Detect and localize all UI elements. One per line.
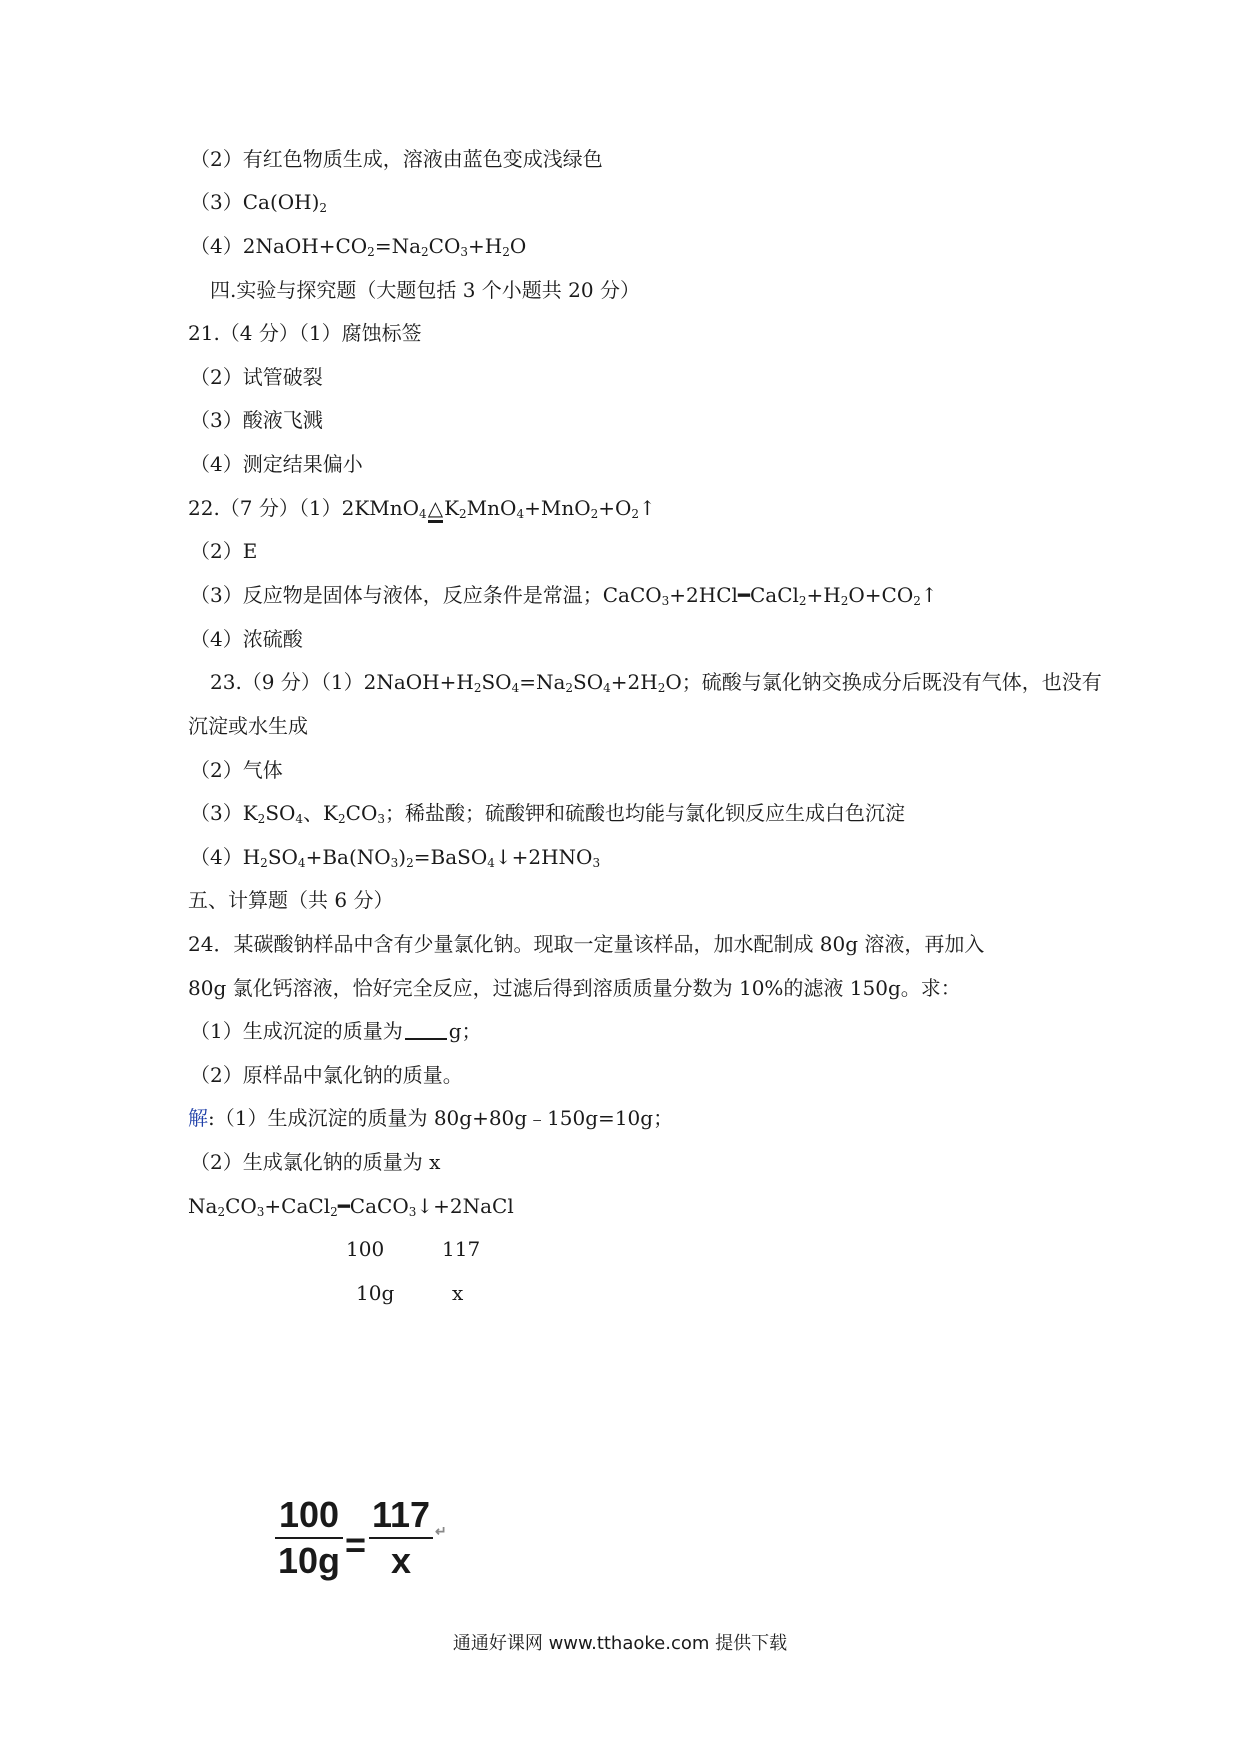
formula-part: +MnO	[524, 496, 591, 520]
question-22-answer-4	[190, 627, 303, 651]
subscript: 4	[295, 812, 304, 826]
subscript: 3	[592, 856, 601, 870]
line-text: 23.（9 分）（1）2NaOH+H	[210, 670, 474, 694]
formula-part: SO	[265, 801, 296, 825]
line-text: （2）气体	[190, 758, 283, 782]
subscript: 2	[657, 681, 666, 695]
subscript: 4	[511, 681, 520, 695]
subscript: 3	[661, 594, 670, 608]
subscript: 2	[840, 594, 849, 608]
subscript: 4	[487, 856, 495, 870]
return-mark-icon: ↵	[435, 1523, 447, 1539]
fraction-right	[369, 1495, 433, 1581]
question-21-answer-2	[190, 365, 323, 389]
question-22-answer-1	[188, 496, 656, 526]
formula-part: O；硫酸与氯化钠交换成分后既没有气体，也没有	[665, 670, 1102, 694]
subscript: 2	[913, 594, 921, 608]
molar-mass-1	[346, 1237, 384, 1261]
answer-20-3	[190, 190, 327, 220]
question-23-answer-2	[190, 758, 283, 782]
section-heading: 五、计算题（共 6 分）	[188, 888, 394, 912]
subscript: 2	[330, 1205, 338, 1219]
denominator: x	[390, 1540, 412, 1581]
line-text: （4）H	[190, 845, 261, 869]
heat-symbol: △	[427, 496, 444, 520]
fraction-bar	[369, 1537, 433, 1539]
known-mass	[356, 1281, 394, 1305]
gas-arrow-icon: ↑	[920, 583, 938, 607]
subscript: 2	[319, 201, 328, 215]
subscript: 2	[631, 507, 640, 521]
formula-part: K	[444, 496, 460, 520]
subscript: 2	[338, 812, 346, 826]
subscript: 3	[390, 856, 399, 870]
subscript: 2	[565, 681, 574, 695]
molar-mass-value: 117	[442, 1237, 481, 1261]
formula-part: ━CaCO	[337, 1194, 409, 1218]
solution-line-1	[188, 1106, 673, 1130]
subscript: 2	[217, 1205, 226, 1219]
line-text: （4）浓硫酸	[190, 627, 303, 651]
subscript: 4	[419, 507, 427, 521]
question-23-answer-1-cont	[188, 714, 308, 738]
subscript: 2	[367, 245, 375, 259]
line-text: （2）E	[190, 539, 258, 563]
formula-part: O+CO	[848, 583, 914, 607]
subscript: 2	[406, 856, 414, 870]
formula-part: +CaCl	[264, 1194, 331, 1218]
answer-20-2	[190, 147, 603, 171]
line-text: （4）2NaOH+CO	[190, 234, 368, 258]
equation-line	[188, 1194, 514, 1224]
subscript: 3	[408, 1205, 417, 1219]
question-21-answer-1	[188, 321, 422, 345]
page-footer	[0, 1629, 1240, 1655]
line-text: （3）K	[190, 801, 258, 825]
denominator: 10g	[277, 1540, 341, 1581]
question-21-answer-3	[190, 408, 323, 432]
molar-mass-2	[442, 1237, 480, 1261]
unknown-mass	[452, 1281, 463, 1305]
section-4-heading	[210, 278, 640, 302]
fraction-left	[275, 1495, 343, 1581]
line-text: （1）生成沉淀的质量为	[190, 1019, 403, 1043]
molar-mass-value: 100	[346, 1237, 385, 1261]
subscript: 3	[460, 245, 468, 259]
formula-part: SO	[573, 670, 604, 694]
subscript: 2	[473, 681, 482, 695]
question-22-answer-2	[190, 539, 257, 563]
line-text: （2）有红色物质生成，溶液由蓝色变成浅绿色	[190, 147, 603, 171]
line-text: 80g 氯化钙溶液，恰好完全反应，过滤后得到溶质质量分数为 10%的滤液 150g。求：	[188, 976, 961, 1000]
question-24-part-1	[190, 1019, 482, 1043]
formula-part: +H	[467, 234, 503, 258]
formula-part: +2HCl━CaCl	[669, 583, 799, 607]
line-text: （3）Ca(OH)	[190, 190, 320, 214]
line-text: （3）反应物是固体与液体，反应条件是常温；CaCO	[190, 583, 662, 607]
formula-part: CO	[345, 801, 378, 825]
subscript: 2	[260, 856, 268, 870]
line-text: 22.（7 分）（1）2KMnO	[188, 496, 420, 520]
formula-part: MnO	[466, 496, 517, 520]
formula-part: ↓+2NaCl	[416, 1194, 514, 1218]
heat-triangle-icon	[428, 496, 443, 520]
line-text: g；	[448, 1019, 482, 1043]
numerator: 100	[278, 1494, 340, 1535]
line-text: 沉淀或水生成	[188, 714, 308, 738]
formula-part: ↓+2HNO	[494, 845, 593, 869]
question-23-answer-1	[210, 670, 1102, 700]
question-21-answer-4	[190, 452, 363, 476]
answer-20-4	[190, 234, 526, 264]
line-text: 21.（4 分）（1）腐蚀标签	[188, 321, 422, 345]
line-text: （2）生成氯化钠的质量为 x	[190, 1150, 441, 1174]
formula-part: ；稀盐酸；硫酸钾和硫酸也均能与氯化钡反应生成白色沉淀	[385, 801, 905, 825]
subscript: 2	[421, 245, 429, 259]
subscript: 2	[502, 245, 510, 259]
question-24-text-2	[188, 976, 961, 1000]
section-heading: 四.实验与探究题（大题包括 3 个小题共 20 分）	[210, 278, 640, 302]
formula-part: O	[509, 234, 527, 258]
answer-blank	[405, 1022, 447, 1040]
subscript: 2	[459, 507, 467, 521]
equals-sign: =	[345, 1524, 367, 1565]
line-text: （4）测定结果偏小	[190, 452, 363, 476]
question-24-part-2	[190, 1063, 463, 1087]
subscript: 4	[603, 681, 611, 695]
question-22-answer-3	[190, 583, 938, 613]
subscript: 2	[257, 812, 266, 826]
line-text: 24．某碳酸钠样品中含有少量氯化钠。现取一定量该样品，加水配制成 80g 溶液，再加入	[188, 932, 985, 956]
line-text: （2）原样品中氯化钠的质量。	[190, 1063, 463, 1087]
formula-part: =Na	[374, 234, 421, 258]
fraction-bar	[275, 1537, 343, 1539]
line-text: （2）试管破裂	[190, 365, 323, 389]
formula-part: SO	[481, 670, 512, 694]
question-23-answer-4	[190, 845, 600, 875]
footer-text: 通通好课网 www.tthaoke.com 提供下载	[452, 1633, 788, 1654]
mass-value: x	[452, 1281, 464, 1305]
question-23-answer-3	[190, 801, 905, 831]
subscript: 2	[590, 507, 599, 521]
solution-line-2	[190, 1150, 440, 1174]
subscript: 4	[297, 856, 306, 870]
line-text: （3）酸液飞溅	[190, 408, 323, 432]
formula-part: +O	[598, 496, 632, 520]
formula-part: 、K	[303, 801, 339, 825]
formula-part: =BaSO	[413, 845, 488, 869]
triangle-underline	[428, 520, 443, 523]
solution-label: 解	[188, 1106, 208, 1130]
numerator: 117	[371, 1494, 431, 1535]
subscript: 2	[798, 594, 807, 608]
formula-part: +2H	[610, 670, 658, 694]
formula-part: SO	[267, 845, 298, 869]
subscript: 3	[377, 812, 385, 826]
gas-arrow-icon: ↑	[639, 496, 656, 520]
subscript: 4	[516, 507, 525, 521]
formula-part: CO	[225, 1194, 257, 1218]
formula-part: )	[398, 845, 407, 869]
formula-part: CO	[428, 234, 461, 258]
formula-part: +Ba(NO	[305, 845, 391, 869]
mass-value: 10g	[356, 1281, 395, 1305]
line-text: :（1）生成沉淀的质量为 80g+80g﹣150g=10g；	[208, 1106, 674, 1130]
question-24-text-1	[188, 932, 984, 956]
formula-part: +H	[806, 583, 841, 607]
subscript: 3	[256, 1205, 265, 1219]
section-5-heading	[188, 888, 393, 912]
formula-part: Na	[188, 1194, 218, 1218]
formula-part: =Na	[519, 670, 566, 694]
